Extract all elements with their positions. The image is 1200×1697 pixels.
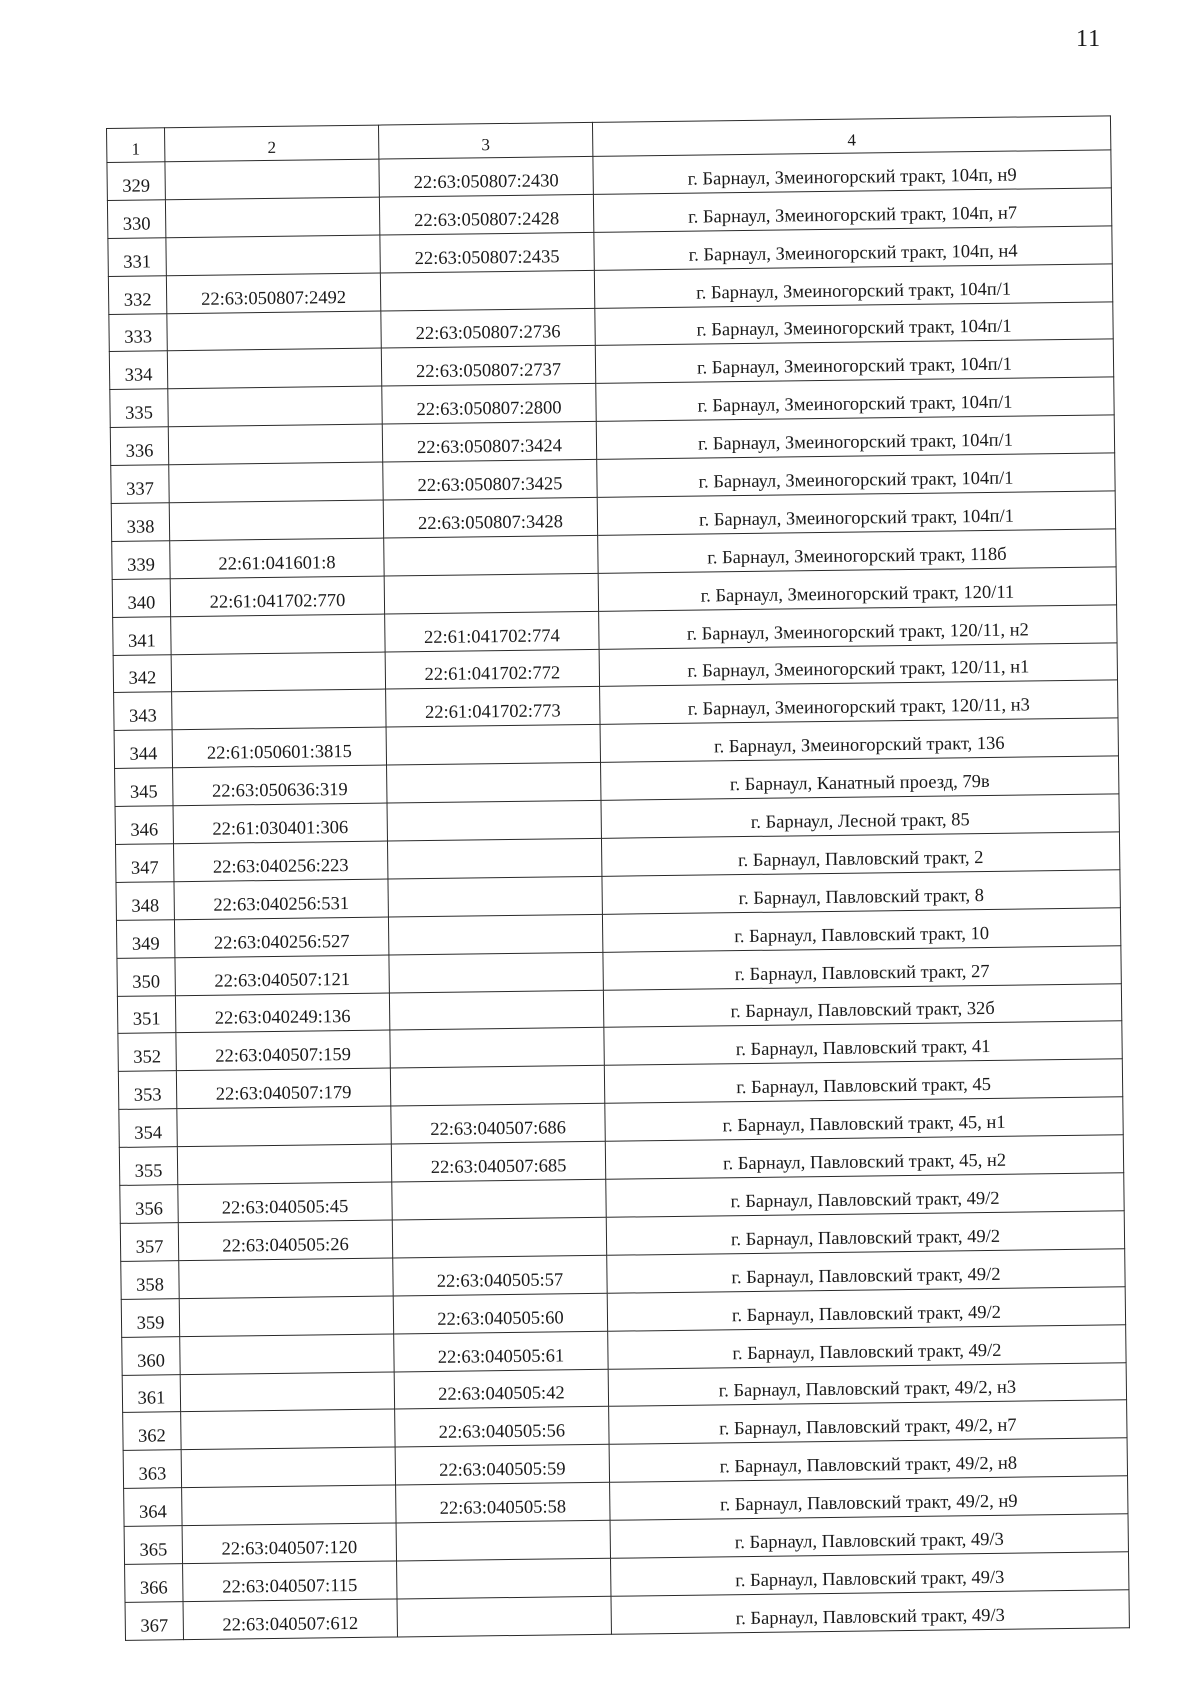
cadastral-number-col2-cell bbox=[171, 614, 385, 655]
row-number-cell: 344 bbox=[114, 730, 172, 769]
cadastral-number-col3-cell: 22:61:041702:773 bbox=[386, 687, 600, 728]
cadastral-number-col3-cell bbox=[390, 1028, 604, 1069]
address-cell: г. Барнаул, Павловский тракт, 32б bbox=[603, 983, 1121, 1027]
row-number-cell: 355 bbox=[119, 1147, 177, 1186]
cadastral-number-col3-cell bbox=[397, 1596, 611, 1637]
address-cell: г. Барнаул, Змеиногорский тракт, 104п/1 bbox=[596, 415, 1114, 459]
address-cell: г. Барнаул, Павловский тракт, 49/2, н3 bbox=[608, 1362, 1126, 1406]
address-cell: г. Барнаул, Лесной тракт, 85 bbox=[601, 794, 1119, 838]
row-number-cell: 332 bbox=[108, 275, 166, 314]
cadastral-number-col3-cell: 22:63:050807:2430 bbox=[379, 156, 593, 197]
cadastral-number-col3-cell: 22:63:050807:2800 bbox=[382, 384, 596, 425]
cadastral-number-col2-cell bbox=[180, 1334, 394, 1375]
cadastral-number-col3-cell: 22:63:050807:2428 bbox=[379, 194, 593, 235]
address-cell: г. Барнаул, Павловский тракт, 49/3 bbox=[610, 1514, 1128, 1558]
address-cell: г. Барнаул, Змеиногорский тракт, 136 bbox=[600, 718, 1118, 762]
row-number-cell: 343 bbox=[114, 692, 172, 731]
address-cell: г. Барнаул, Змеиногорский тракт, 118б bbox=[598, 529, 1116, 573]
cadastral-number-col3-cell bbox=[389, 952, 603, 993]
header-col-1: 1 bbox=[107, 128, 165, 163]
row-number-cell: 362 bbox=[123, 1412, 181, 1451]
cadastral-number-col3-cell: 22:63:040505:59 bbox=[395, 1445, 609, 1486]
cadastral-number-col2-cell bbox=[172, 689, 386, 730]
address-cell: г. Барнаул, Павловский тракт, 49/2 bbox=[606, 1173, 1124, 1217]
row-number-cell: 350 bbox=[117, 957, 175, 996]
cadastral-number-col3-cell: 22:63:040505:58 bbox=[396, 1482, 610, 1523]
address-cell: г. Барнаул, Змеиногорский тракт, 120/11, н2 bbox=[599, 605, 1117, 649]
cadastral-number-col3-cell bbox=[387, 838, 601, 879]
address-cell: г. Барнаул, Павловский тракт, 49/2 bbox=[607, 1249, 1125, 1293]
address-cell: г. Барнаул, Змеиногорский тракт, 104п/1 bbox=[594, 264, 1112, 308]
address-cell: г. Барнаул, Павловский тракт, 49/2 bbox=[607, 1287, 1125, 1331]
address-cell: г. Барнаул, Змеиногорский тракт, 104п/1 bbox=[596, 377, 1114, 421]
address-cell: г. Барнаул, Змеиногорский тракт, 104п/1 bbox=[597, 491, 1115, 535]
header-col-4: 4 bbox=[592, 116, 1110, 157]
row-number-cell: 341 bbox=[113, 616, 171, 655]
address-cell: г. Барнаул, Змеиногорский тракт, 120/11, н1 bbox=[599, 642, 1117, 686]
row-number-cell: 349 bbox=[116, 920, 174, 959]
address-cell: г. Барнаул, Павловский тракт, 8 bbox=[602, 870, 1120, 914]
cadastral-number-col2-cell: 22:63:040256:531 bbox=[174, 879, 388, 920]
registry-table bbox=[106, 115, 1130, 1640]
cadastral-number-col2-cell: 22:63:040507:120 bbox=[182, 1523, 396, 1564]
row-number-cell: 353 bbox=[118, 1071, 176, 1110]
cadastral-number-col3-cell: 22:63:040505:42 bbox=[394, 1369, 608, 1410]
address-cell: г. Барнаул, Павловский тракт, 49/2, н8 bbox=[609, 1438, 1127, 1482]
cadastral-number-col2-cell bbox=[168, 386, 382, 427]
row-number-cell: 333 bbox=[109, 313, 167, 352]
cadastral-number-col2-cell: 22:63:040256:527 bbox=[174, 917, 388, 958]
address-cell: г. Барнаул, Павловский тракт, 49/3 bbox=[611, 1590, 1129, 1634]
cadastral-number-col3-cell: 22:61:041702:774 bbox=[385, 611, 599, 652]
page-number: 11 bbox=[1076, 26, 1102, 52]
cadastral-number-col3-cell: 22:63:040505:57 bbox=[393, 1255, 607, 1296]
cadastral-number-col3-cell: 22:63:040507:686 bbox=[391, 1104, 605, 1145]
table-body bbox=[107, 150, 1129, 1640]
cadastral-number-col2-cell: 22:61:041601:8 bbox=[170, 538, 384, 579]
registry-table-wrapper bbox=[106, 115, 1130, 1640]
cadastral-number-col3-cell: 22:63:050807:2435 bbox=[380, 232, 594, 273]
address-cell: г. Барнаул, Змеиногорский тракт, 104п, н7 bbox=[593, 188, 1111, 232]
row-number-cell: 357 bbox=[120, 1223, 178, 1262]
address-cell: г. Барнаул, Павловский тракт, 2 bbox=[601, 832, 1119, 876]
cadastral-number-col2-cell: 22:63:040507:121 bbox=[175, 955, 389, 996]
row-number-cell: 351 bbox=[117, 995, 175, 1034]
row-number-cell: 356 bbox=[120, 1185, 178, 1224]
cadastral-number-col2-cell: 22:61:030401:306 bbox=[173, 803, 387, 844]
row-number-cell: 361 bbox=[122, 1374, 180, 1413]
row-number-cell: 365 bbox=[124, 1526, 182, 1565]
cadastral-number-col3-cell: 22:63:050807:3425 bbox=[383, 459, 597, 500]
cadastral-number-col2-cell: 22:63:040507:612 bbox=[183, 1599, 397, 1640]
row-number-cell: 337 bbox=[111, 465, 169, 504]
row-number-cell: 336 bbox=[110, 427, 168, 466]
cadastral-number-col3-cell: 22:63:050807:2736 bbox=[381, 308, 595, 349]
row-number-cell: 358 bbox=[121, 1261, 179, 1300]
header-col-3: 3 bbox=[378, 122, 592, 159]
cadastral-number-col2-cell bbox=[179, 1258, 393, 1299]
row-number-cell: 348 bbox=[116, 882, 174, 921]
cadastral-number-col2-cell bbox=[181, 1447, 395, 1488]
row-number-cell: 330 bbox=[107, 200, 165, 239]
row-number-cell: 366 bbox=[125, 1564, 183, 1603]
row-number-cell: 335 bbox=[110, 389, 168, 428]
cadastral-number-col2-cell bbox=[180, 1371, 394, 1412]
cadastral-number-col2-cell bbox=[169, 500, 383, 541]
cadastral-number-col3-cell: 22:63:040507:685 bbox=[391, 1141, 605, 1182]
address-cell: г. Барнаул, Павловский тракт, 45 bbox=[604, 1059, 1122, 1103]
cadastral-number-col2-cell bbox=[171, 652, 385, 693]
cadastral-number-col2-cell bbox=[169, 462, 383, 503]
cadastral-number-col2-cell bbox=[167, 311, 381, 352]
address-cell: г. Барнаул, Змеиногорский тракт, 104п, н4 bbox=[594, 226, 1112, 270]
cadastral-number-col2-cell bbox=[165, 197, 379, 238]
address-cell: г. Барнаул, Павловский тракт, 41 bbox=[604, 1021, 1122, 1065]
address-cell: г. Барнаул, Змеиногорский тракт, 120/11, н3 bbox=[600, 680, 1118, 724]
cadastral-number-col3-cell bbox=[380, 270, 594, 311]
cadastral-number-col2-cell bbox=[167, 349, 381, 390]
cadastral-number-col3-cell: 22:63:050807:3428 bbox=[383, 497, 597, 538]
row-number-cell: 352 bbox=[118, 1033, 176, 1072]
cadastral-number-col2-cell bbox=[165, 159, 379, 200]
cadastral-number-col3-cell: 22:63:050807:2737 bbox=[381, 346, 595, 387]
row-number-cell: 334 bbox=[109, 351, 167, 390]
cadastral-number-col3-cell: 22:63:040505:56 bbox=[395, 1407, 609, 1448]
cadastral-number-col2-cell: 22:61:050601:3815 bbox=[172, 727, 386, 768]
row-number-cell: 345 bbox=[115, 768, 173, 807]
cadastral-number-col3-cell bbox=[388, 876, 602, 917]
cadastral-number-col3-cell: 22:61:041702:772 bbox=[385, 649, 599, 690]
cadastral-number-col2-cell: 22:63:040256:223 bbox=[173, 841, 387, 882]
address-cell: г. Барнаул, Павловский тракт, 49/2 bbox=[606, 1211, 1124, 1255]
cadastral-number-col2-cell bbox=[182, 1485, 396, 1526]
cadastral-number-col2-cell bbox=[177, 1144, 391, 1185]
cadastral-number-col2-cell: 22:61:041702:770 bbox=[170, 576, 384, 617]
address-cell: г. Барнаул, Змеиногорский тракт, 104п/1 bbox=[595, 339, 1113, 383]
row-number-cell: 354 bbox=[119, 1109, 177, 1148]
row-number-cell: 346 bbox=[115, 806, 173, 845]
address-cell: г. Барнаул, Павловский тракт, 45, н1 bbox=[605, 1097, 1123, 1141]
address-cell: г. Барнаул, Павловский тракт, 27 bbox=[603, 946, 1121, 990]
cadastral-number-col2-cell: 22:63:040507:159 bbox=[176, 1030, 390, 1071]
address-cell: г. Барнаул, Павловский тракт, 45, н2 bbox=[605, 1135, 1123, 1179]
cadastral-number-col3-cell bbox=[384, 535, 598, 576]
cadastral-number-col2-cell: 22:63:040505:26 bbox=[178, 1220, 392, 1261]
cadastral-number-col2-cell: 22:63:040507:179 bbox=[176, 1068, 390, 1109]
cadastral-number-col3-cell: 22:63:040505:60 bbox=[393, 1293, 607, 1334]
row-number-cell: 340 bbox=[112, 579, 170, 618]
cadastral-number-col2-cell: 22:63:040249:136 bbox=[175, 993, 389, 1034]
row-number-cell: 338 bbox=[111, 503, 169, 542]
address-cell: г. Барнаул, Змеиногорский тракт, 120/11 bbox=[598, 567, 1116, 611]
row-number-cell: 339 bbox=[112, 541, 170, 580]
address-cell: г. Барнаул, Павловский тракт, 49/2, н7 bbox=[609, 1400, 1127, 1444]
row-number-cell: 367 bbox=[125, 1601, 183, 1640]
row-number-cell: 359 bbox=[121, 1298, 179, 1337]
cadastral-number-col3-cell bbox=[390, 1066, 604, 1107]
cadastral-number-col2-cell bbox=[166, 235, 380, 276]
row-number-cell: 347 bbox=[116, 844, 174, 883]
address-cell: г. Барнаул, Павловский тракт, 49/3 bbox=[611, 1552, 1129, 1596]
cadastral-number-col3-cell bbox=[389, 990, 603, 1031]
cadastral-number-col2-cell bbox=[181, 1409, 395, 1450]
row-number-cell: 363 bbox=[123, 1450, 181, 1489]
address-cell: г. Барнаул, Павловский тракт, 49/2 bbox=[608, 1324, 1126, 1368]
cadastral-number-col2-cell: 22:63:050636:319 bbox=[173, 765, 387, 806]
cadastral-number-col3-cell: 22:63:050807:3424 bbox=[382, 422, 596, 463]
cadastral-number-col2-cell: 22:63:040505:45 bbox=[178, 1182, 392, 1223]
row-number-cell: 360 bbox=[122, 1336, 180, 1375]
address-cell: г. Барнаул, Змеиногорский тракт, 104п/1 bbox=[595, 301, 1113, 345]
address-cell: г. Барнаул, Павловский тракт, 10 bbox=[602, 908, 1120, 952]
cadastral-number-col3-cell: 22:63:040505:61 bbox=[394, 1331, 608, 1372]
row-number-cell: 364 bbox=[124, 1488, 182, 1527]
header-col-2: 2 bbox=[165, 125, 379, 162]
cadastral-number-col3-cell bbox=[384, 573, 598, 614]
cadastral-number-col3-cell bbox=[386, 725, 600, 766]
cadastral-number-col3-cell bbox=[396, 1520, 610, 1561]
row-number-cell: 342 bbox=[113, 654, 171, 693]
row-number-cell: 331 bbox=[108, 238, 166, 277]
address-cell: г. Барнаул, Павловский тракт, 49/2, н9 bbox=[610, 1476, 1128, 1520]
cadastral-number-col3-cell bbox=[387, 763, 601, 804]
cadastral-number-col3-cell bbox=[392, 1179, 606, 1220]
cadastral-number-col3-cell bbox=[387, 800, 601, 841]
cadastral-number-col3-cell bbox=[392, 1217, 606, 1258]
cadastral-number-col3-cell bbox=[388, 914, 602, 955]
address-cell: г. Барнаул, Змеиногорский тракт, 104п/1 bbox=[597, 453, 1115, 497]
cadastral-number-col2-cell: 22:63:050807:2492 bbox=[166, 273, 380, 314]
address-cell: г. Барнаул, Канатный проезд, 79в bbox=[601, 756, 1119, 800]
cadastral-number-col2-cell bbox=[168, 424, 382, 465]
cadastral-number-col3-cell bbox=[397, 1558, 611, 1599]
address-cell: г. Барнаул, Змеиногорский тракт, 104п, н9 bbox=[593, 150, 1111, 194]
cadastral-number-col2-cell: 22:63:040507:115 bbox=[183, 1561, 397, 1602]
cadastral-number-col2-cell bbox=[177, 1106, 391, 1147]
cadastral-number-col2-cell bbox=[179, 1296, 393, 1337]
row-number-cell: 329 bbox=[107, 162, 165, 201]
